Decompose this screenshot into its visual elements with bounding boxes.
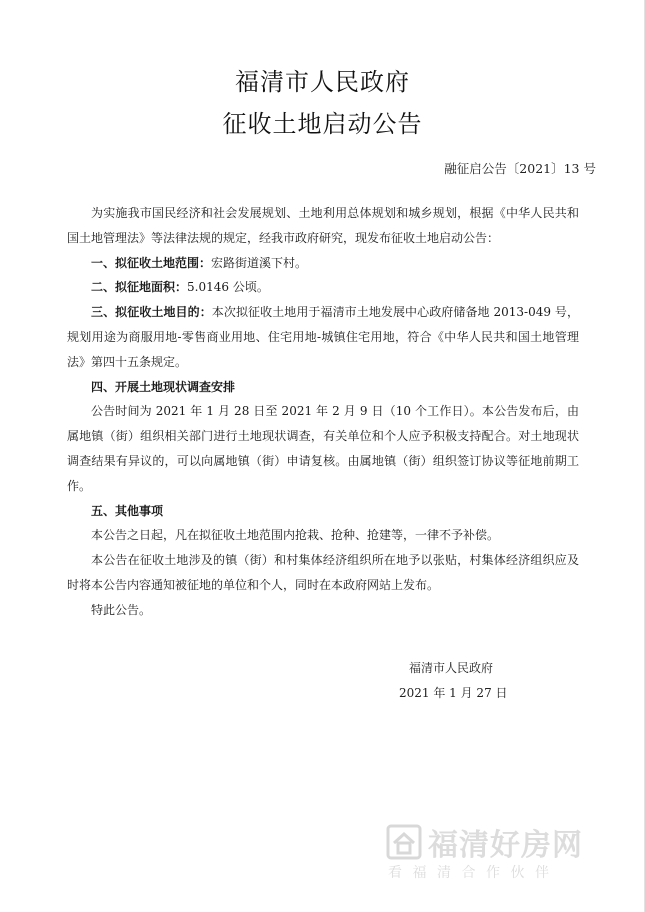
- section-1-heading: 一、拟征收土地范围：: [91, 255, 212, 270]
- watermark-sub-text: 看福清合作伙伴: [388, 865, 560, 881]
- section-3-heading: 三、拟征收土地目的：: [91, 305, 212, 320]
- intro-paragraph: 为实施我市国民经济和社会发展规划、土地利用总体规划和城乡规划，根据《中华人民共和国土地管理法》等法律法规的规定，经我市政府研究，现发布征收土地启动公告：: [67, 206, 579, 245]
- section-3-text: 本次拟征收土地用于福清市土地发展中心政府储备地 2013-049 号，规划用途为商服用地-零售商业用地、住宅用地-城镇住宅用地，符合《中华人民共和国土地管理法》第四十五条规定。: [67, 305, 579, 369]
- section-3: [67, 300, 579, 374]
- section-5-heading: 五、其他事项: [91, 503, 164, 518]
- document-title-line2: 征收土地启动公告: [222, 110, 423, 138]
- signature-organization: 福清市人民政府: [409, 661, 494, 675]
- watermark: [386, 820, 610, 884]
- document-title-line1: 福清市人民政府: [235, 68, 410, 96]
- section-1: [67, 251, 579, 276]
- section-2: [67, 275, 579, 300]
- section-5-text-1: 本公告之日起，凡在拟征收土地范围内抢栽、抢种、抢建等，一律不予补偿。: [91, 528, 500, 543]
- document-number: 融征启公告〔2021〕13 号: [444, 161, 596, 176]
- signature-date: 2021 年 1 月 27 日: [399, 686, 508, 700]
- closing-line: 特此公告。: [91, 602, 152, 617]
- section-2-text: 5.0146 公顷。: [187, 280, 269, 295]
- watermark-main-text: 福清好房网: [428, 828, 583, 863]
- document-body: [67, 201, 579, 623]
- section-1-text: 宏路街道溪下村。: [211, 255, 308, 270]
- section-5-text-2: 本公告在征收土地涉及的镇（街）和村集体经济组织所在地予以张贴，村集体经济组织应及时将本公告内容通知被征地的单位和个人，同时在本政府网站上发布。: [67, 553, 579, 592]
- section-4-heading: 四、开展土地现状调查安排: [91, 379, 236, 394]
- house-logo-icon: [386, 824, 422, 860]
- section-2-heading: 二、拟征地面积：: [91, 280, 188, 295]
- section-4-text: 公告时间为 2021 年 1 月 28 日至 2021 年 2 月 9 日（10 个工作日）。本公告发布后，由属地镇（街）组织相关部门进行土地现状调查，有关单位和个人应予积极支持配合。对土地现状调查结果有异议的，可以向属地镇（街）申请复核。由属地镇（街）组织签订协议等征地前期工作。: [67, 404, 579, 493]
